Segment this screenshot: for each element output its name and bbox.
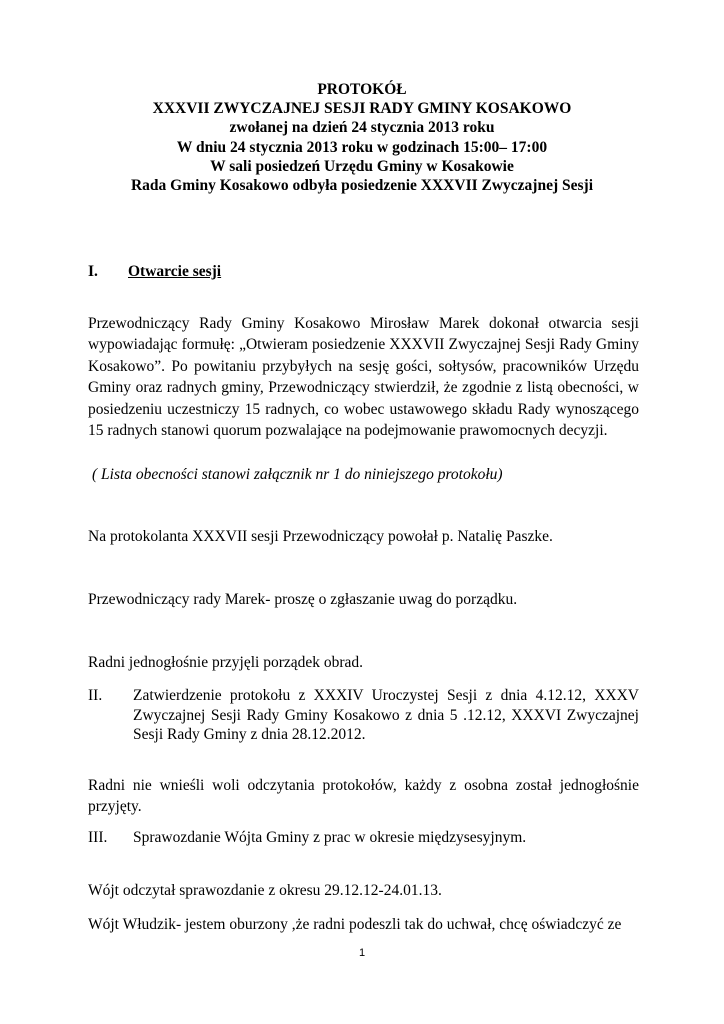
paragraph-attendance-note: ( Lista obecności stanowi załącznik nr 1 do niniejszego protokołu): [92, 466, 503, 483]
section-number: I.: [88, 263, 98, 280]
header-summary: Rada Gminy Kosakowo odbyła posiedzenie XXXVII Zwyczajnej Sesji: [130, 177, 593, 195]
paragraph-minutes-accepted: Radni nie wnieśli woli odczytania protokołów, każdy z osobna został jednogłośnie przyjęty.: [88, 777, 639, 816]
paragraph-report-read: Wójt odczytał sprawozdanie z okresu 29.12.12-24.01.13.: [88, 882, 442, 899]
agenda-item-ii: [88, 686, 639, 745]
paragraph-mayor-statement: Wójt Włudzik- jestem oburzony ,że radni podeszli tak do uchwał, chcę oświadczyć ze: [88, 916, 622, 933]
section-title: Otwarcie sesji: [128, 263, 222, 280]
page-number: 1: [358, 947, 366, 959]
header-location: W sali posiedzeń Urzędu Gminy w Kosakowie: [210, 157, 514, 175]
document-header: [60, 80, 664, 195]
agenda-item-iii: [88, 828, 639, 848]
agenda-item-text: Zatwierdzenie protokołu z XXXIV Uroczystej Sesji z dnia 4.12.12, XXXV Zwyczajnej Sesji Rady Gminy Kosakowo z dnia 5 .12.12, XXXVI Zwyczajnej Sesji Rady Gminy z dnia 28.12.2012.: [133, 687, 639, 743]
section-heading-opening: [88, 262, 221, 281]
header-session-hours: W dniu 24 stycznia 2013 roku w godzinach 15:00– 17:00: [176, 138, 548, 156]
agenda-item-number: II.: [88, 687, 103, 704]
agenda-item-number: III.: [88, 829, 108, 846]
agenda-item-text: Sprawozdanie Wójta Gminy z prac w okresie międzysesyjnym.: [133, 829, 527, 846]
header-convened-date: zwołanej na dzień 24 stycznia 2013 roku: [229, 119, 495, 137]
header-session: XXXVII ZWYCZAJNEJ SESJI RADY GMINY KOSAKOWO: [152, 100, 572, 118]
paragraph-secretary: Na protokolanta XXXVII sesji Przewodniczący powołał p. Natalię Paszke.: [88, 528, 553, 545]
paragraph-remarks: Przewodniczący rady Marek- proszę o zgłaszanie uwag do porządku.: [88, 591, 518, 608]
paragraph-agenda-accepted: Radni jednogłośnie przyjęli porządek obrad.: [88, 654, 364, 671]
paragraph-opening: Przewodniczący Rady Gminy Kosakowo Mirosław Marek dokonał otwarcia sesji wypowiadając formułę: „Otwieram posiedzenie XXXVII Zwyczajnej Sesji Rady Gminy Kosakowo”. Po powitaniu przybyłych na sesję gości, sołtysów, pracowników Urzędu Gminy oraz radnych gminy, Przewodniczący stwierdził, że zgodnie z listą obecności, w posiedzeniu uczestniczy 15 radnych, co wobec ustawowego składu Rady wynoszącego 15 radnych stanowi quorum pozwalające na podejmowanie prawomocnych decyzji.: [88, 315, 639, 440]
header-title: PROTOKÓŁ: [317, 81, 407, 98]
